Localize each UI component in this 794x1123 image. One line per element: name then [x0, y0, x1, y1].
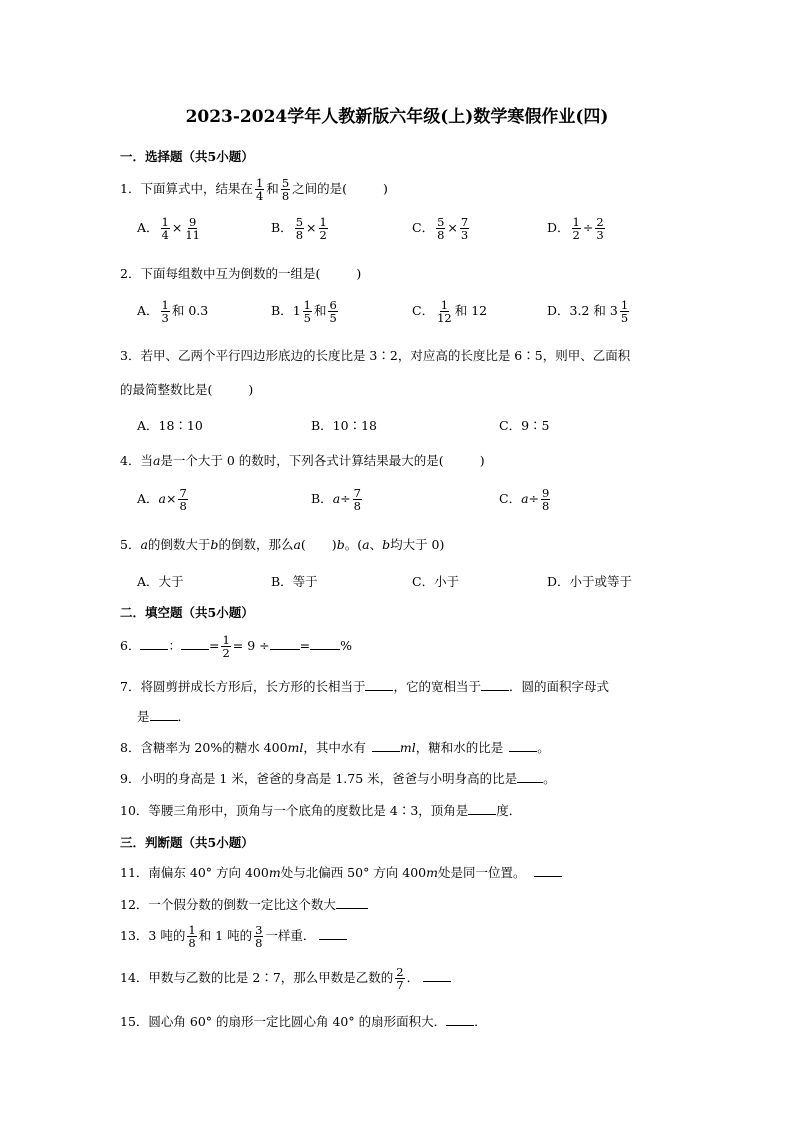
q1-stem: 1．下面算式中，结果在: [120, 181, 253, 197]
q2-option-c[interactable]: C． $\frac{1}{12}$ 和 12: [412, 298, 488, 326]
q2-option-b[interactable]: B．1 $\frac{1}{5}$ 和 $\frac{6}{5}$: [271, 298, 337, 326]
q7-blank-3[interactable]: [150, 709, 178, 721]
q1-option-b[interactable]: B． $\frac{5}{8}$ × $\frac{1}{2}$: [271, 215, 327, 243]
question-4: 4．当a是一个大于 0 的数时，下列各式计算结果最大的是( ): [120, 453, 485, 468]
q10-blank[interactable]: [468, 803, 496, 815]
q3-option-b[interactable]: B．10∶18: [311, 418, 377, 433]
q3-stem-line2: 的最简整数比是( ): [120, 382, 254, 397]
page-title: 2023-2024学年人教新版六年级(上)数学寒假作业(四): [185, 107, 609, 127]
question-11: 11．南偏东 40° 方向 400m处与北偏西 50° 方向 400m处是同一位置。: [120, 863, 562, 881]
question-8: 8．含糖率为 20%的糖水 400ml，其中水有 ml，糖和水的比是 。: [120, 740, 550, 755]
q2-option-d[interactable]: D．3.2 和 3 $\frac{1}{5}$: [547, 298, 629, 326]
question-1: 1．下面算式中，结果在 $\frac{1}{4}$ 和 $\frac{5}{8}$ 之间的是( ): [120, 176, 388, 204]
q11-blank[interactable]: [534, 865, 562, 877]
q7-line2: 是 ．: [137, 709, 191, 724]
q1-fraction-2: $\frac{5}{8}$: [281, 176, 290, 204]
q5-option-c[interactable]: C．小于: [412, 574, 460, 589]
q4-option-a[interactable]: A．a× $\frac{7}{8}$: [137, 486, 187, 514]
q2-stem: 2．下面每组数中互为倒数的一组是(: [120, 266, 321, 281]
q8-blank-2[interactable]: [509, 740, 537, 752]
q7-line1: 7．将圆剪拼成长方形后，长方形的长相当于 ，它的宽相当于 ．圆的面积字母式: [120, 679, 609, 694]
question-2: 2．下面每组数中互为倒数的一组是( ): [120, 266, 362, 281]
q7-blank-2[interactable]: [481, 679, 509, 691]
q4-option-b[interactable]: B．a÷ $\frac{7}{8}$: [311, 486, 361, 514]
q6-blank-3[interactable]: [270, 638, 300, 650]
section-heading-fill: 二．填空题（共5小题）: [120, 605, 254, 620]
q12-blank[interactable]: [336, 897, 368, 909]
question-10: 10．等腰三角形中，顶角与一个底角的度数比是 4∶3，顶角是 度．: [120, 803, 522, 818]
q3-option-c[interactable]: C．9∶5: [499, 418, 550, 433]
question-6: 6． ： = $\frac{1}{2}$ = 9 ÷ = %: [120, 633, 353, 661]
q5-option-d[interactable]: D．小于或等于: [547, 574, 633, 589]
question-13: 13．3 吨的 $\frac{1}{8}$ 和 1 吨的 $\frac{3}{8}$ 一样重．: [120, 924, 347, 949]
question-5: 5．a的倒数大于b的倒数，那么a( )b。(a、b均大于 0): [120, 537, 445, 552]
q4-option-c[interactable]: C．a÷ $\frac{9}{8}$: [499, 486, 550, 514]
q6-blank-4[interactable]: [310, 638, 340, 650]
q8-blank-1[interactable]: [372, 740, 400, 752]
q1-option-a[interactable]: A． $\frac{1}{4}$ × $\frac{9}{11}$: [137, 215, 200, 243]
q3-option-a[interactable]: A．18∶10: [137, 418, 203, 433]
q9-blank[interactable]: [517, 771, 543, 783]
question-12: 12．一个假分数的倒数一定比这个数大: [120, 895, 368, 913]
q1-option-d[interactable]: D． $\frac{1}{2}$ ÷ $\frac{2}{3}$: [547, 215, 604, 243]
q15-blank[interactable]: [446, 1014, 474, 1026]
q7-blank-1[interactable]: [365, 679, 393, 691]
q2-option-a[interactable]: A． $\frac{1}{3}$ 和 0.3: [137, 298, 209, 326]
question-15: 15．圆心角 60° 的扇形一定比圆心角 40° 的扇形面积大． ．: [120, 1014, 487, 1029]
section-heading-choice: 一．选择题（共5小题）: [120, 149, 254, 164]
q5-option-b[interactable]: B．等于: [271, 574, 318, 589]
q5-option-a[interactable]: A．大于: [137, 574, 184, 589]
q6-blank-2[interactable]: [181, 638, 209, 650]
q3-stem-line1: 3．若甲、乙两个平行四边形底边的长度比是 3∶2，对应高的长度比是 6∶5，则甲、乙面积: [120, 348, 631, 363]
q1-fraction-1: $\frac{1}{4}$: [255, 176, 264, 204]
section-heading-judge: 三．判断题（共5小题）: [120, 835, 254, 850]
q6-blank-1[interactable]: [140, 638, 168, 650]
q13-blank[interactable]: [319, 928, 347, 940]
question-9: 9．小明的身高是 1 米，爸爸的身高是 1.75 米，爸爸与小明身高的比是 。: [120, 771, 556, 786]
q1-option-c[interactable]: C． $\frac{5}{8}$ × $\frac{7}{3}$: [412, 215, 469, 243]
question-14: 14．甲数与乙数的比是 2∶7，那么甲数是乙数的 $\frac{2}{7}$ ．: [120, 966, 451, 991]
q14-blank[interactable]: [423, 970, 451, 982]
